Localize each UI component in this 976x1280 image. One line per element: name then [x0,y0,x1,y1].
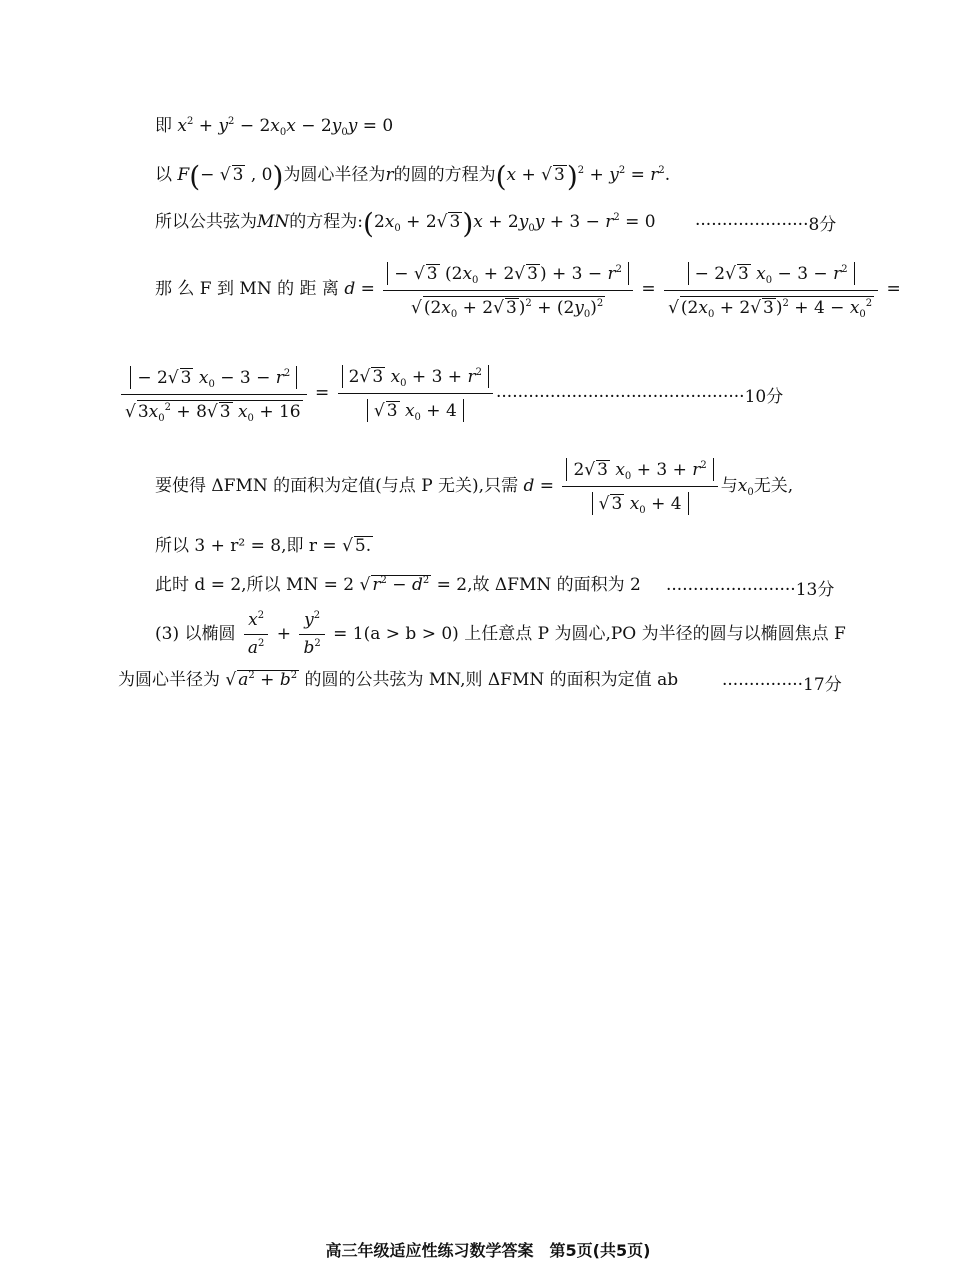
text: 为圆心半径为 [118,670,220,690]
line-4: 那 么 F 到 MN 的 距 离 d = $\frac{- √ 3 (2x_0 + 2√ 3 ) + 3 - r^2}{√ (2x_0 + 2√ 3 )^2 + (2y_0)^2}$ = $\frac{- 2√ 3 x_0 - 3 - r^2}{√ (2x_0 + 2√ 3 )^2 + 4 - x_0^2}$ = [155,264,901,320]
line-9: (3) 以椭圆 $\frac{x^2}{a^2}$ + $\frac{y^2}{b^2}$ = 1(a > b > 0) 上任意点 P 为圆心,PO 为半径的圆与以椭圆焦点 F [155,610,846,658]
text: = 1(a > b > 0) 上任意点 P 为圆心,PO 为半径的圆与以椭圆焦点 F [333,624,846,644]
text: 以 [155,165,172,185]
page-footer: 高三年级适应性练习数学答案 第5页(共5页) [325,1241,651,1260]
score-17: ···············17分 [722,675,842,695]
line-3: 所以公共弦为MN的方程为$:(2x_0 + 2√$ $3)x + 2y_0y + 3 - r^2 = 0$ [155,207,656,240]
line-7: 所以 3 + r² = 8,即 r = √ 5. [155,536,372,556]
text: 所以 3 + r² = 8,即 r = [155,536,337,556]
line-10: 为圆心半径为 √ $a^2 + b^2$ 的圆的公共弦为 MN,则 ΔFMN 的面积为定值 ab [118,670,679,690]
condition-fraction: $\frac{2√ 3 x_0 + 3 + r^2}{√ 3 x_0 + 4}$ [562,458,717,515]
text: 无关, [753,476,794,496]
score-10: ··············································10分 [496,387,784,407]
line-2: 以 F(− √ 3 , 0)为圆心半径为r的圆的方程为(x + √ $3)^2 + y^2 = r^2$. [155,160,671,193]
text: 那 么 F 到 MN 的 距 离 [155,279,339,299]
text: (3) 以椭圆 [155,624,236,644]
line-5: $\frac{- 2√ 3 x_0 - 3 - r^2}{√ 3x_0^2 + 8√ 3 x_0 + 16}$ = $\frac{2√ 3 x_0 + 3 + r^2}{√ 3 x_0 + 4}$ [118,365,496,422]
score-13: ························13分 [666,580,835,600]
distance-fraction-1: $\frac{- √ 3 (2x_0 + 2√ 3 ) + 3 - r^2}{√ (2x_0 + 2√ 3 )^2 + (2y_0)^2}$ [383,262,633,317]
text: 的圆的方程为 [393,165,496,185]
text: 所以公共弦为 [155,212,257,232]
text: 的方程为: [289,212,364,232]
distance-fraction-2: $\frac{- 2√ 3 x_0 - 3 - r^2}{√ (2x_0 + 2√ 3 )^2 + 4 - x_0^2}$ [664,262,878,317]
line-1: 即 $x^2 + y^2 - 2x_0x - 2y_0y = 0$ [155,116,394,138]
text: = 0 [362,116,394,136]
line-8: 此时 d = 2,所以 MN = 2 √ $r^2 - d^2 = 2$,故 ΔFMN 的面积为 2 [155,575,641,595]
score-8: ·····················8分 [695,215,837,235]
text: 即 [155,116,172,136]
text: = 2,故 ΔFMN 的面积为 2 [436,575,641,595]
text: 与 [720,476,738,496]
text: 的圆的公共弦为 MN,则 ΔFMN 的面积为定值 ab [304,670,679,690]
text: 此时 d = 2,所以 MN = 2 [155,575,355,595]
text: 要使得 ΔFMN 的面积为定值(与点 P 无关),只需 [155,476,519,496]
text: 为圆心半径为 [283,165,386,185]
distance-fraction-3: $\frac{- 2√ 3 x_0 - 3 - r^2}{√ 3x_0^2 + 8√ 3 x_0 + 16}$ [121,366,307,421]
distance-fraction-4: $\frac{2√ 3 x_0 + 3 + r^2}{√ 3 x_0 + 4}$ [338,365,493,422]
line-6: 要使得 ΔFMN 的面积为定值(与点 P 无关),只需 d = $\frac{2√ 3 x_0 + 3 + r^2}{√ 3 x_0 + 4}$ 与$x_0$无关, [155,460,794,516]
text: 5. [354,536,372,556]
